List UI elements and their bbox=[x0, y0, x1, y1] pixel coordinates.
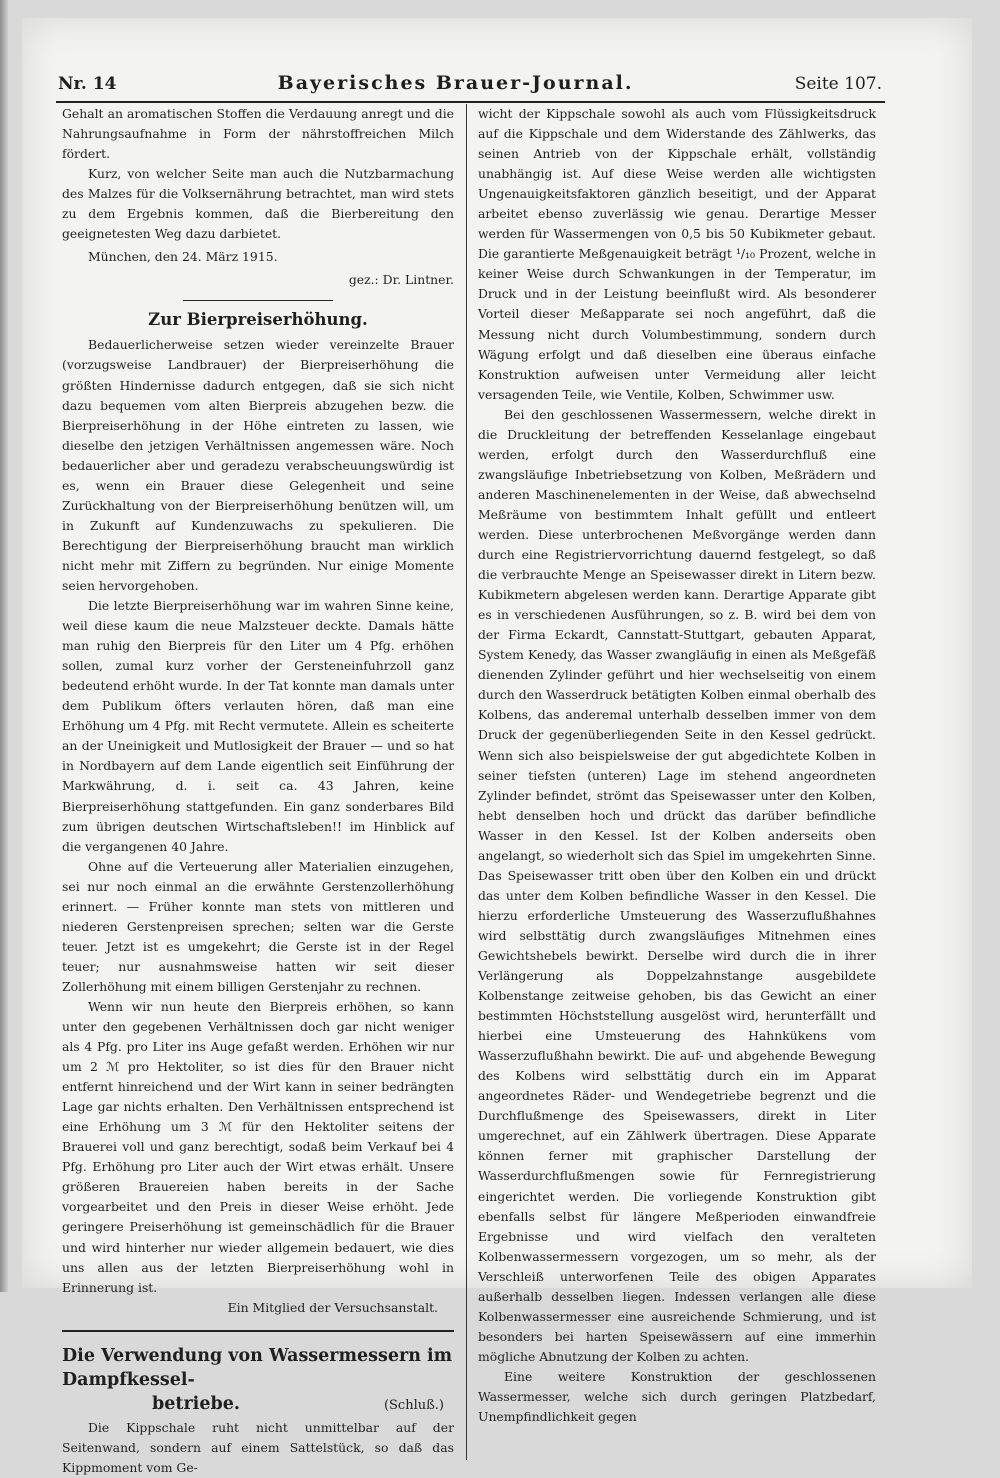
left-column bbox=[62, 104, 454, 1475]
paragraph: Gehalt an aromatischen Stoffen die Verdauung anregt und die Nahrungsaufnahme in Form der nährstoffreichen Milch fördert. bbox=[62, 106, 454, 162]
page-number: Seite 107. bbox=[794, 74, 882, 94]
continuation-note: (Schluß.) bbox=[383, 1397, 444, 1413]
paragraph: Bei den geschlossenen Wassermessern, welche direkt in die Druckleitung der betreffenden Kesselanlage eingebaut werden, erfolgt durch den Wasserdurchfluß eine zwangsläufige Inbetriebsetzung von Kolben, Meßrädern und anderen Maschinenelementen in der Weise, daß abwechselnd Meßräume von bestimmtem Inhalt gefüllt und entleert werden. Diese unterbrochenen Meßvorgänge werden dann durch eine Registriervorrichtung dauernd festgelegt, so daß die verbrauchte Menge an Speisewasser direkt in Litern bezw. Kubikmetern abgelesen werden kann. Derartige Apparate gibt es in verschiedenen Ausführungen, so z. B. wird bei dem von der Firma Eckardt, Cannstatt-Stuttgart, gebauten Apparat, System Kenedy, das Wasser zwangläufig in einen als Meßgefäß dienenden Zylinder geführt und hier wechselseitig von einem durch den Wasserdruck betätigten Kolben einmal oberhalb des Kolbens, das anderemal unterhalb desselben immer von dem Druck der gegenüberliegenden Seite in den Kessel gedrückt. Wenn sich also beispielsweise der gut abgedichtete Kolben in seiner tiefsten (unteren) Lage im stehend angeordneten Zylinder befindet, strömt das Speisewasser unter den Kolben, hebt denselben hoch und drückt das darüber befindliche Wasser in den Kessel. Ist der Kolben anderseits oben angelangt, so wiederholt sich das Spiel im umgekehrten Sinne. Das Speisewasser tritt oben über den Kolben ein und drückt das unter dem Kolben befindliche Wasser in den Kessel. Die hierzu erforderliche Umsteuerung des Wasserzuflußhahnes wird selbsttätig durch zwangsläufiges Mitnehmen eines Gewichtshebels bewirkt. Derselbe wird durch die in ihrer Verlängerung als Doppelzahnstange ausgebildete Kolbenstange zeitweise gehoben, bis das Gewicht an einer bestimmten Höchststellung ausgelöst wird, herunterfällt und hierbei eine Umsteuerung des Hahnkükens vom Wasserzuflußhahn bewirkt. Die auf- und abgehende Bewegung des Kolbens wird selbsttätig durch ein im Apparat angeordnetes Räder- und Wendegetriebe begrenzt und die Durchflußmenge des Speisewassers, direkt in Liter umgerechnet, auf ein Zählwerk übertragen. Diese Apparate können ferner mit graphischer Darstellung der Wasserdurchflußmengen sowie für Fernregistrierung eingerichtet werden. Die vorliegende Konstruktion gibt ebenfalls selbst für längere Meßperioden einwandfreie Ergebnisse und wird vielfach den veralteten Kolbenwassermessern vorgezogen, um so mehr, als der Verschleiß unterworfenen Teile des obigen Apparates außerhalb desselben liegen. Indessen verlangen alle diese Kolbenwassermesser eine ausreichende Schmierung, und ist besonders bei harten Speisewässern auf eine immerhin mögliche Abnutzung der Kolben zu achten. bbox=[478, 406, 876, 1364]
article-title-continued: betriebe. bbox=[152, 1393, 240, 1414]
article-title-line2 bbox=[62, 1394, 454, 1416]
section-rule bbox=[183, 300, 333, 301]
paragraph: Wenn wir nun heute den Bierpreis erhöhen, so kann unter den gegebenen Verhältnissen doch gar nicht weniger als 4 Pfg. pro Liter ins Auge gefaßt werden. Erhöhen wir nur um 2 ℳ pro Hektoliter, so ist dies für den Brauer nicht entfernt hinreichend und der Wirt kann in seiner bedrängten Lage gar nichts erhalten. Den Verhältnissen entsprechend ist eine Erhöhung um 3 ℳ für den Hektoliter seitens der Brauerei voll und ganz berechtigt, sodaß beim Verkauf bei 4 Pfg. Erhöhung pro Liter auch der Wirt etwas erhält. Unsere größeren Brauereien haben bereits in der Sache vorgearbeitet und den Preis in dieser Weise erhöht. Jede geringere Preiserhöhung ist gemeinschädlich für die Brauer und wird hinterher nur wieder allgemein bedauert, wie dies uns allen aus der letzten Bierpreiserhöhung wohl in Erinnerung ist. bbox=[62, 998, 454, 1295]
article-title: Die Verwendung von Wassermessern im Dampfkessel- bbox=[62, 1345, 453, 1390]
paragraph: Bedauerlicherweise setzen wieder vereinzelte Brauer (vorzugsweise Landbrauer) der Bierpreiserhöhung die größten Hindernisse dadurch entgegen, daß sie sich nicht dazu bequemen vom alten Bierpreis abzugehen bezw. die Bierpreiserhöhung in der Höhe eintreten zu lassen, wie dieselbe den jetzigen Verhältnissen angemessen wäre. Noch bedauerlicher aber und geradezu verabscheuungswürdig ist es, wenn ein Brauer diese Gelegenheit und seine Zurückhaltung von der Bierpreiserhöhung benützen will, um in Zukunft auf Kundenzuwachs zu spekulieren. Die Berechtigung der Bierpreiserhöhung braucht man wirklich nicht mehr mit Ziffern zu begründen. Nur einige Momente seien hervorgehoben. bbox=[62, 337, 454, 593]
author-signature: gez.: Dr. Lintner. bbox=[348, 272, 454, 288]
paragraph: Kurz, von welcher Seite man auch die Nutzbarmachung des Malzes für die Volksernährung betrachtet, man wird stets zu dem Ergebnis kommen, daß die Bierbereitung den geeignetesten Weg dazu darbietet. bbox=[62, 166, 454, 242]
journal-title: Bayerisches Brauer-Journal. bbox=[277, 72, 634, 94]
scan-edge bbox=[0, 0, 8, 1292]
header-rule bbox=[56, 101, 885, 103]
paragraph: Ohne auf die Verteuerung aller Materialien einzugehen, sei nur noch einmal an die erwähnte Gerstenzollerhöhung erinnert. — Früher konnte man stets von mittleren und niederen Gerstenpreisen sprechen; selten war die Gerste teuer. Jetzt ist es umgekehrt; die Gerste ist in der Regel teuer; nur ausnahmsweise hatten wir seit dieser Zollerhöhung mit einem billigen Gerstenjahr zu rechnen. bbox=[62, 858, 454, 994]
paragraph: Die letzte Bierpreiserhöhung war im wahren Sinne keine, weil diese kaum die neue Malzsteuer deckte. Damals hätte man ruhig den Bierpreis für den Liter um 4 Pfg. erhöhen sollen, zumal kurz vorher der Gersteneinfuhrzoll ganz bedeutend erhöht wurde. In der Tat konnte man damals unter dem Publikum öfters verlauten hören, daß man eine Erhöhung um 4 Pfg. mit Recht vermutete. Allein es scheiterte an der Uneinigkeit und Mutlosigkeit der Brauer — und so hat in Nordbayern auf dem Lande eigentlich seit Einführung der Markwährung, d. i. seit ca. 43 Jahren, keine Bierpreiserhöhung stattgefunden. Ein ganz sonderbares Bild zum übrigen deutschen Wirtschaftsleben!! im Hinblick auf die vergangenen 40 Jahre. bbox=[62, 598, 454, 854]
paragraph: wicht der Kippschale sowohl als auch vom Flüssigkeitsdruck auf die Kippschale und dem Widerstande des Zählwerks, das seinen Antrieb von der Kippschale erhält, vollständig unabhängig ist. Auf diese Weise werden alle wichtigsten Ungenauigkeitsfaktoren gänzlich beseitigt, und der Apparat arbeitet ebenso zuverlässig wie genau. Derartige Messer werden für Wassermengen von 0,5 bis 50 Kubikmeter gebaut. Die garantierte Meßgenauigkeit beträgt ¹/₁₀ Prozent, welche in keiner Weise durch Schwankungen in der Temperatur, im Druck und in der Leistung beeinflußt wird. Als besonderer Vorteil dieser Meßapparate sei noch angeführt, daß die Messung nicht durch Volumbestimmung, sondern durch Wägung erfolgt und daß dieselben eine überaus einfache Konstruktion aufweisen unter Vermeidung aller leicht versagenden Teile, wie Ventile, Kolben, Schwimmer usw. bbox=[478, 106, 876, 402]
article-rule bbox=[62, 1330, 454, 1332]
section-title: Zur Bierpreiserhöhung. bbox=[148, 310, 368, 330]
right-column bbox=[478, 104, 876, 1456]
column-divider bbox=[466, 104, 467, 1460]
paragraph: Die Kippschale ruht nicht unmittelbar auf der Seitenwand, sondern auf einem Sattelstück, so daß das Kippmoment vom Ge- bbox=[62, 1419, 454, 1475]
dateline: München, den 24. März 1915. bbox=[88, 249, 278, 265]
paragraph: Eine weitere Konstruktion der geschlossenen Wassermesser, welche sich durch geringen Platzbedarf, Unempfindlichkeit gegen bbox=[478, 1368, 876, 1425]
issue-number: Nr. 14 bbox=[58, 74, 117, 94]
section-signature: Ein Mitglied der Versuchsanstalt. bbox=[227, 1299, 438, 1315]
page-header bbox=[58, 72, 882, 100]
